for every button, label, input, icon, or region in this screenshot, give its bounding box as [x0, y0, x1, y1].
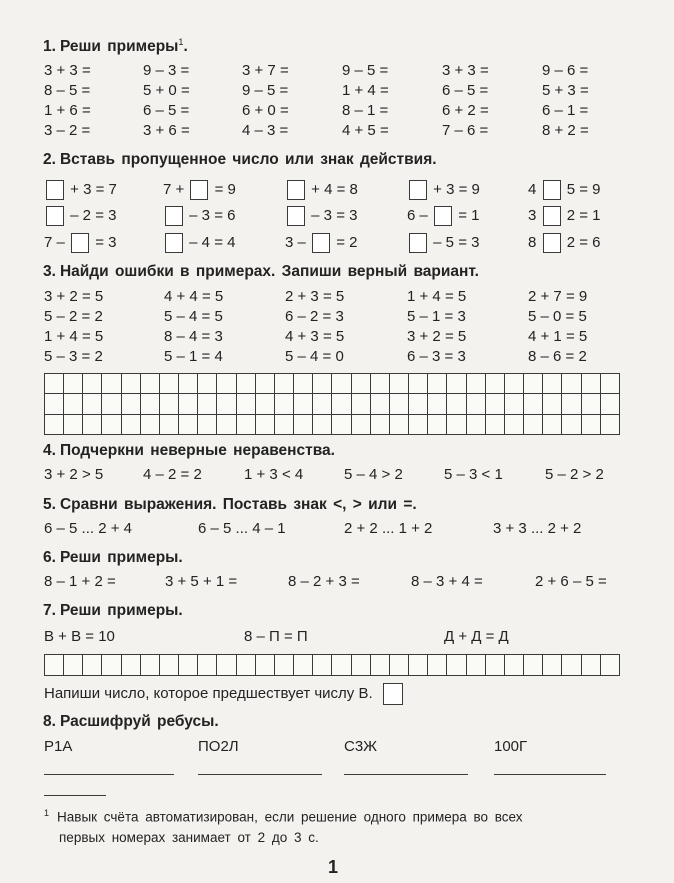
example-right: 2 = 6 — [566, 234, 601, 251]
example-item: 8 – 4 = 3 — [164, 328, 223, 345]
example-item: 3 + 6 = — [143, 122, 190, 139]
example-item: 6 + 2 = — [442, 102, 489, 119]
grid-cell[interactable] — [122, 415, 141, 435]
grid-cell[interactable] — [467, 374, 486, 394]
example-item: 6 – 2 = 3 — [285, 308, 344, 325]
example-item: 8 + 2 = — [542, 122, 589, 139]
footnote — [44, 803, 523, 848]
example-item: 3 – 2 = — [44, 122, 91, 139]
example-right: = 2 — [336, 234, 358, 251]
example-item: 8 – 6 = 2 — [528, 348, 587, 365]
answer-line[interactable] — [198, 774, 322, 775]
grid-cell[interactable] — [467, 655, 486, 676]
grid-cell[interactable] — [217, 655, 236, 676]
grid-cell[interactable] — [83, 374, 102, 394]
footnote-divider — [44, 795, 106, 796]
task3-title: Найди ошибки в примерах. Запиши верный вариант. — [59, 263, 479, 280]
task4-heading — [43, 442, 335, 460]
grid-cell[interactable] — [294, 415, 313, 435]
missing-value-example — [285, 179, 358, 201]
task2-title: Вставь пропущенное число или знак действия. — [59, 151, 437, 168]
missing-value-example — [528, 179, 600, 201]
task8-title: Расшифруй ребусы. — [59, 713, 219, 730]
grid-cell[interactable] — [256, 374, 275, 394]
example-item: 1 + 4 = 5 — [407, 288, 467, 305]
example-left: 8 — [528, 234, 537, 251]
example-item: 8 – 2 + 3 = — [288, 573, 360, 590]
grid-cell[interactable] — [237, 374, 256, 394]
example-item: 2 + 3 = 5 — [285, 288, 345, 305]
grid-cell[interactable] — [562, 374, 581, 394]
grid-cell[interactable] — [198, 374, 217, 394]
grid-cell[interactable] — [122, 655, 141, 676]
example-item: 9 – 3 = — [143, 62, 190, 79]
grid-cell[interactable] — [505, 415, 524, 435]
grid-cell[interactable] — [524, 415, 543, 435]
grid-cell[interactable] — [332, 394, 351, 414]
missing-value-example — [163, 232, 235, 254]
task1-title-dot: . — [183, 38, 188, 56]
example-item: 5 + 0 = — [143, 82, 190, 99]
grid-cell[interactable] — [122, 374, 141, 394]
grid-cell[interactable] — [524, 374, 543, 394]
grid-cell[interactable] — [601, 374, 620, 394]
example-item: 5 – 4 = 5 — [164, 308, 223, 325]
example-right: = 9 — [214, 181, 236, 198]
grid-cell[interactable] — [371, 415, 390, 435]
grid-cell[interactable] — [179, 374, 198, 394]
answer-box[interactable] — [434, 206, 452, 226]
example-item: 8 – 1 = — [342, 102, 389, 119]
example-item: 5 – 3 = 2 — [44, 348, 103, 365]
rebus-item: ПО2Л — [198, 738, 239, 755]
answer-grid-task7[interactable] — [44, 654, 620, 676]
example-item: 4 + 5 = — [342, 122, 389, 139]
grid-cell[interactable] — [217, 374, 236, 394]
grid-cell[interactable] — [486, 655, 505, 676]
example-item: 8 – 1 + 2 = — [44, 573, 116, 590]
grid-cell[interactable] — [275, 415, 294, 435]
task2-number: 2. — [43, 151, 56, 168]
grid-cell[interactable] — [562, 394, 581, 414]
grid-cell[interactable] — [409, 394, 428, 414]
missing-value-example — [163, 179, 236, 201]
grid-cell[interactable] — [102, 394, 121, 414]
grid-cell[interactable] — [582, 394, 601, 414]
example-item: 5 – 0 = 5 — [528, 308, 587, 325]
grid-cell[interactable] — [447, 415, 466, 435]
grid-cell[interactable] — [428, 394, 447, 414]
example-item: 4 – 3 = — [242, 122, 289, 139]
task7-title: Реши примеры. — [59, 602, 183, 619]
grid-cell[interactable] — [45, 415, 64, 435]
task5-number: 5. — [43, 496, 56, 513]
missing-value-example — [407, 179, 480, 201]
task8-heading — [43, 713, 219, 731]
missing-value-example — [44, 179, 117, 201]
page-number: 1 — [328, 857, 339, 877]
grid-cell[interactable] — [486, 374, 505, 394]
grid-cell[interactable] — [390, 374, 409, 394]
example-item: 1 + 6 = — [44, 102, 91, 119]
example-item: 5 – 2 = 2 — [44, 308, 103, 325]
example-item: 2 + 7 = 9 — [528, 288, 588, 305]
grid-cell[interactable] — [141, 394, 160, 414]
grid-cell[interactable] — [582, 415, 601, 435]
answer-box[interactable] — [287, 206, 305, 226]
inequality-item[interactable]: 5 – 4 > 2 — [344, 466, 403, 483]
example-right: 5 = 9 — [566, 181, 601, 198]
task6-title: Реши примеры. — [59, 549, 183, 566]
example-right: + 3 = 7 — [70, 181, 117, 198]
grid-cell[interactable] — [467, 394, 486, 414]
grid-cell[interactable] — [102, 655, 121, 676]
task1-number: 1. — [43, 38, 56, 56]
example-item: 6 – 5 = — [442, 82, 489, 99]
example-item: 8 – 3 + 4 = — [411, 573, 483, 590]
answer-box[interactable] — [71, 233, 89, 253]
grid-cell[interactable] — [83, 655, 102, 676]
grid-cell[interactable] — [179, 655, 198, 676]
example-right: – 4 = 4 — [189, 234, 236, 251]
example-item: 3 + 2 = 5 — [407, 328, 467, 345]
inequality-item[interactable]: 3 + 2 > 5 — [44, 466, 104, 483]
grid-cell[interactable] — [141, 374, 160, 394]
grid-cell[interactable] — [64, 374, 83, 394]
grid-cell[interactable] — [160, 415, 179, 435]
example-item: 5 – 1 = 4 — [164, 348, 223, 365]
grid-cell[interactable] — [390, 655, 409, 676]
grid-cell[interactable] — [179, 415, 198, 435]
grid-cell[interactable] — [141, 655, 160, 676]
task4-title: Подчеркни неверные неравенства. — [59, 442, 335, 459]
task8-number: 8. — [43, 713, 56, 730]
grid-cell[interactable] — [467, 415, 486, 435]
answer-box[interactable] — [409, 180, 427, 200]
example-item: 8 – 5 = — [44, 82, 91, 99]
grid-cell[interactable] — [275, 394, 294, 414]
inequality-item[interactable]: 4 – 2 = 2 — [143, 466, 202, 483]
grid-cell[interactable] — [486, 415, 505, 435]
answer-box[interactable] — [543, 180, 561, 200]
grid-cell[interactable] — [294, 655, 313, 676]
grid-cell[interactable] — [198, 655, 217, 676]
grid-cell[interactable] — [160, 655, 179, 676]
example-item: 3 + 7 = — [242, 62, 289, 79]
grid-cell[interactable] — [505, 655, 524, 676]
task6-number: 6. — [43, 549, 56, 566]
example-item: 1 + 4 = — [342, 82, 389, 99]
grid-cell[interactable] — [447, 394, 466, 414]
example-right: = 1 — [458, 207, 480, 224]
answer-box[interactable] — [312, 233, 330, 253]
grid-cell[interactable] — [428, 374, 447, 394]
grid-cell[interactable] — [428, 415, 447, 435]
grid-cell[interactable] — [294, 394, 313, 414]
grid-cell[interactable] — [390, 394, 409, 414]
missing-value-example — [163, 205, 235, 227]
answer-box[interactable] — [165, 233, 183, 253]
task5-heading — [43, 496, 417, 514]
answer-box[interactable] — [190, 180, 208, 200]
grid-cell[interactable] — [332, 415, 351, 435]
answer-box[interactable] — [46, 206, 64, 226]
grid-cell[interactable] — [582, 374, 601, 394]
example-right: – 3 = 6 — [189, 207, 236, 224]
grid-cell[interactable] — [352, 394, 371, 414]
task7-heading — [43, 602, 183, 620]
example-item: 6 + 0 = — [242, 102, 289, 119]
example-item: 5 – 4 = 0 — [285, 348, 344, 365]
task7-number: 7. — [43, 602, 56, 619]
grid-cell[interactable] — [332, 655, 351, 676]
rebus-item: Р1А — [44, 738, 73, 755]
example-left: 3 – — [285, 234, 306, 251]
grid-cell[interactable] — [332, 374, 351, 394]
grid-cell[interactable] — [294, 374, 313, 394]
grid-cell[interactable] — [237, 655, 256, 676]
grid-cell[interactable] — [543, 394, 562, 414]
grid-cell[interactable] — [582, 655, 601, 676]
example-item: 9 – 5 = — [342, 62, 389, 79]
example-left: 3 — [528, 207, 537, 224]
grid-cell[interactable] — [122, 394, 141, 414]
grid-cell[interactable] — [447, 655, 466, 676]
example-right: = 3 — [95, 234, 117, 251]
grid-cell[interactable] — [237, 415, 256, 435]
example-item: 7 – 6 = — [442, 122, 489, 139]
missing-value-example — [285, 205, 357, 227]
example-left: 7 – — [44, 234, 65, 251]
grid-cell[interactable] — [371, 374, 390, 394]
grid-cell[interactable] — [524, 655, 543, 676]
example-item: 4 + 4 = 5 — [164, 288, 224, 305]
example-item: 6 – 1 = — [542, 102, 589, 119]
example-item: 2 + 6 – 5 = — [535, 573, 607, 590]
grid-cell[interactable] — [562, 415, 581, 435]
missing-value-example — [407, 205, 479, 227]
grid-cell[interactable] — [198, 394, 217, 414]
grid-cell[interactable] — [64, 415, 83, 435]
grid-cell[interactable] — [102, 415, 121, 435]
inequality-item[interactable]: 1 + 3 < 4 — [244, 466, 304, 483]
grid-cell[interactable] — [352, 655, 371, 676]
grid-cell[interactable] — [102, 374, 121, 394]
example-left: 7 + — [163, 181, 185, 198]
example-left: 4 — [528, 181, 537, 198]
grid-cell[interactable] — [275, 655, 294, 676]
grid-cell[interactable] — [352, 374, 371, 394]
missing-value-example — [528, 232, 600, 254]
grid-cell[interactable] — [141, 415, 160, 435]
grid-cell[interactable] — [83, 415, 102, 435]
rebus-item: 100Г — [494, 738, 528, 755]
grid-cell[interactable] — [562, 655, 581, 676]
task1-title: Реши примеры — [59, 38, 179, 56]
grid-cell[interactable] — [371, 394, 390, 414]
answer-box[interactable] — [287, 180, 305, 200]
task2-heading — [43, 151, 437, 169]
example-right: + 4 = 8 — [311, 181, 358, 198]
grid-cell[interactable] — [256, 394, 275, 414]
example-right: – 2 = 3 — [70, 207, 117, 224]
comparison-item: 2 + 2 ... 1 + 2 — [344, 520, 433, 537]
grid-cell[interactable] — [313, 394, 332, 414]
example-item: 4 + 1 = 5 — [528, 328, 588, 345]
comparison-item: 6 – 5 ... 4 – 1 — [198, 520, 286, 537]
missing-value-example — [44, 205, 116, 227]
grid-cell[interactable] — [45, 374, 64, 394]
grid-cell[interactable] — [524, 394, 543, 414]
answer-line[interactable] — [494, 774, 606, 775]
grid-cell[interactable] — [275, 374, 294, 394]
inequality-item[interactable]: 5 – 3 < 1 — [444, 466, 503, 483]
comparison-item: 3 + 3 ... 2 + 2 — [493, 520, 582, 537]
task1-heading — [43, 37, 188, 56]
task5-title: Сравни выражения. Поставь знак <, > или =. — [59, 496, 417, 513]
example-item: 5 + 3 = — [542, 82, 589, 99]
example-item: 6 – 5 = — [143, 102, 190, 119]
grid-cell[interactable] — [313, 415, 332, 435]
grid-cell[interactable] — [409, 655, 428, 676]
grid-cell[interactable] — [390, 415, 409, 435]
grid-cell[interactable] — [352, 415, 371, 435]
example-left: 6 – — [407, 207, 428, 224]
answer-grid-task3[interactable] — [44, 373, 620, 435]
grid-cell[interactable] — [179, 394, 198, 414]
footnote-mark: 1 — [44, 808, 50, 818]
task7-question: Напиши число, которое предшествует числу В. — [44, 685, 373, 702]
example-item: 9 – 5 = — [242, 82, 289, 99]
grid-cell[interactable] — [160, 374, 179, 394]
task4-number: 4. — [43, 442, 56, 459]
example-item: 5 – 1 = 3 — [407, 308, 466, 325]
example-item: 9 – 6 = — [542, 62, 589, 79]
grid-cell[interactable] — [83, 394, 102, 414]
grid-cell[interactable] — [601, 655, 620, 676]
grid-cell[interactable] — [256, 655, 275, 676]
example-right: – 5 = 3 — [433, 234, 480, 251]
answer-box[interactable] — [165, 206, 183, 226]
grid-cell[interactable] — [543, 374, 562, 394]
task3-heading — [43, 263, 479, 281]
grid-cell[interactable] — [543, 415, 562, 435]
grid-cell[interactable] — [198, 415, 217, 435]
rebus-example: Д + Д = Д — [444, 628, 509, 645]
example-right: + 3 = 9 — [433, 181, 480, 198]
grid-cell[interactable] — [486, 394, 505, 414]
grid-cell[interactable] — [409, 415, 428, 435]
missing-value-example — [285, 232, 357, 254]
example-right: – 3 = 3 — [311, 207, 358, 224]
answer-box[interactable] — [46, 180, 64, 200]
footnote-ref: 1 — [178, 37, 184, 47]
answer-box[interactable] — [409, 233, 427, 253]
example-item: 3 + 3 = — [442, 62, 489, 79]
example-item: 3 + 5 + 1 = — [165, 573, 238, 590]
example-right: 2 = 1 — [566, 207, 601, 224]
grid-cell[interactable] — [217, 415, 236, 435]
grid-cell[interactable] — [601, 394, 620, 414]
comparison-item: 6 – 5 ... 2 + 4 — [44, 520, 132, 537]
missing-value-example — [44, 232, 116, 254]
grid-cell[interactable] — [45, 655, 64, 676]
grid-cell[interactable] — [45, 394, 64, 414]
answer-box[interactable] — [543, 233, 561, 253]
grid-cell[interactable] — [313, 655, 332, 676]
grid-cell[interactable] — [601, 415, 620, 435]
example-item: 4 + 3 = 5 — [285, 328, 345, 345]
footnote-line1: Навык счёта автоматизирован, если решение одного примера во всех — [57, 809, 523, 825]
example-item: 6 – 3 = 3 — [407, 348, 466, 365]
task7-question-row — [44, 683, 405, 705]
missing-value-example — [407, 232, 479, 254]
grid-cell[interactable] — [217, 394, 236, 414]
answer-line[interactable] — [344, 774, 468, 775]
grid-cell[interactable] — [160, 394, 179, 414]
grid-cell[interactable] — [543, 655, 562, 676]
rebus-example: 8 – П = П — [244, 628, 308, 645]
task6-heading — [43, 549, 183, 567]
grid-cell[interactable] — [428, 655, 447, 676]
rebus-example: В + В = 10 — [44, 628, 115, 645]
answer-box[interactable] — [383, 683, 403, 705]
grid-cell[interactable] — [447, 374, 466, 394]
grid-cell[interactable] — [64, 394, 83, 414]
example-item: 3 + 3 = — [44, 62, 91, 79]
answer-box[interactable] — [543, 206, 561, 226]
footnote-line2: первых номерах занимает от 2 до 3 с. — [59, 829, 319, 845]
rebus-item: С3Ж — [344, 738, 378, 755]
inequality-item[interactable]: 5 – 2 > 2 — [545, 466, 604, 483]
grid-cell[interactable] — [256, 415, 275, 435]
grid-cell[interactable] — [505, 394, 524, 414]
grid-cell[interactable] — [371, 655, 390, 676]
grid-cell[interactable] — [237, 394, 256, 414]
example-item: 1 + 4 = 5 — [44, 328, 104, 345]
grid-cell[interactable] — [505, 374, 524, 394]
example-item: 3 + 2 = 5 — [44, 288, 104, 305]
missing-value-example — [528, 205, 600, 227]
grid-cell[interactable] — [313, 374, 332, 394]
answer-line[interactable] — [44, 774, 174, 775]
grid-cell[interactable] — [64, 655, 83, 676]
grid-cell[interactable] — [409, 374, 428, 394]
task3-number: 3. — [43, 263, 56, 280]
